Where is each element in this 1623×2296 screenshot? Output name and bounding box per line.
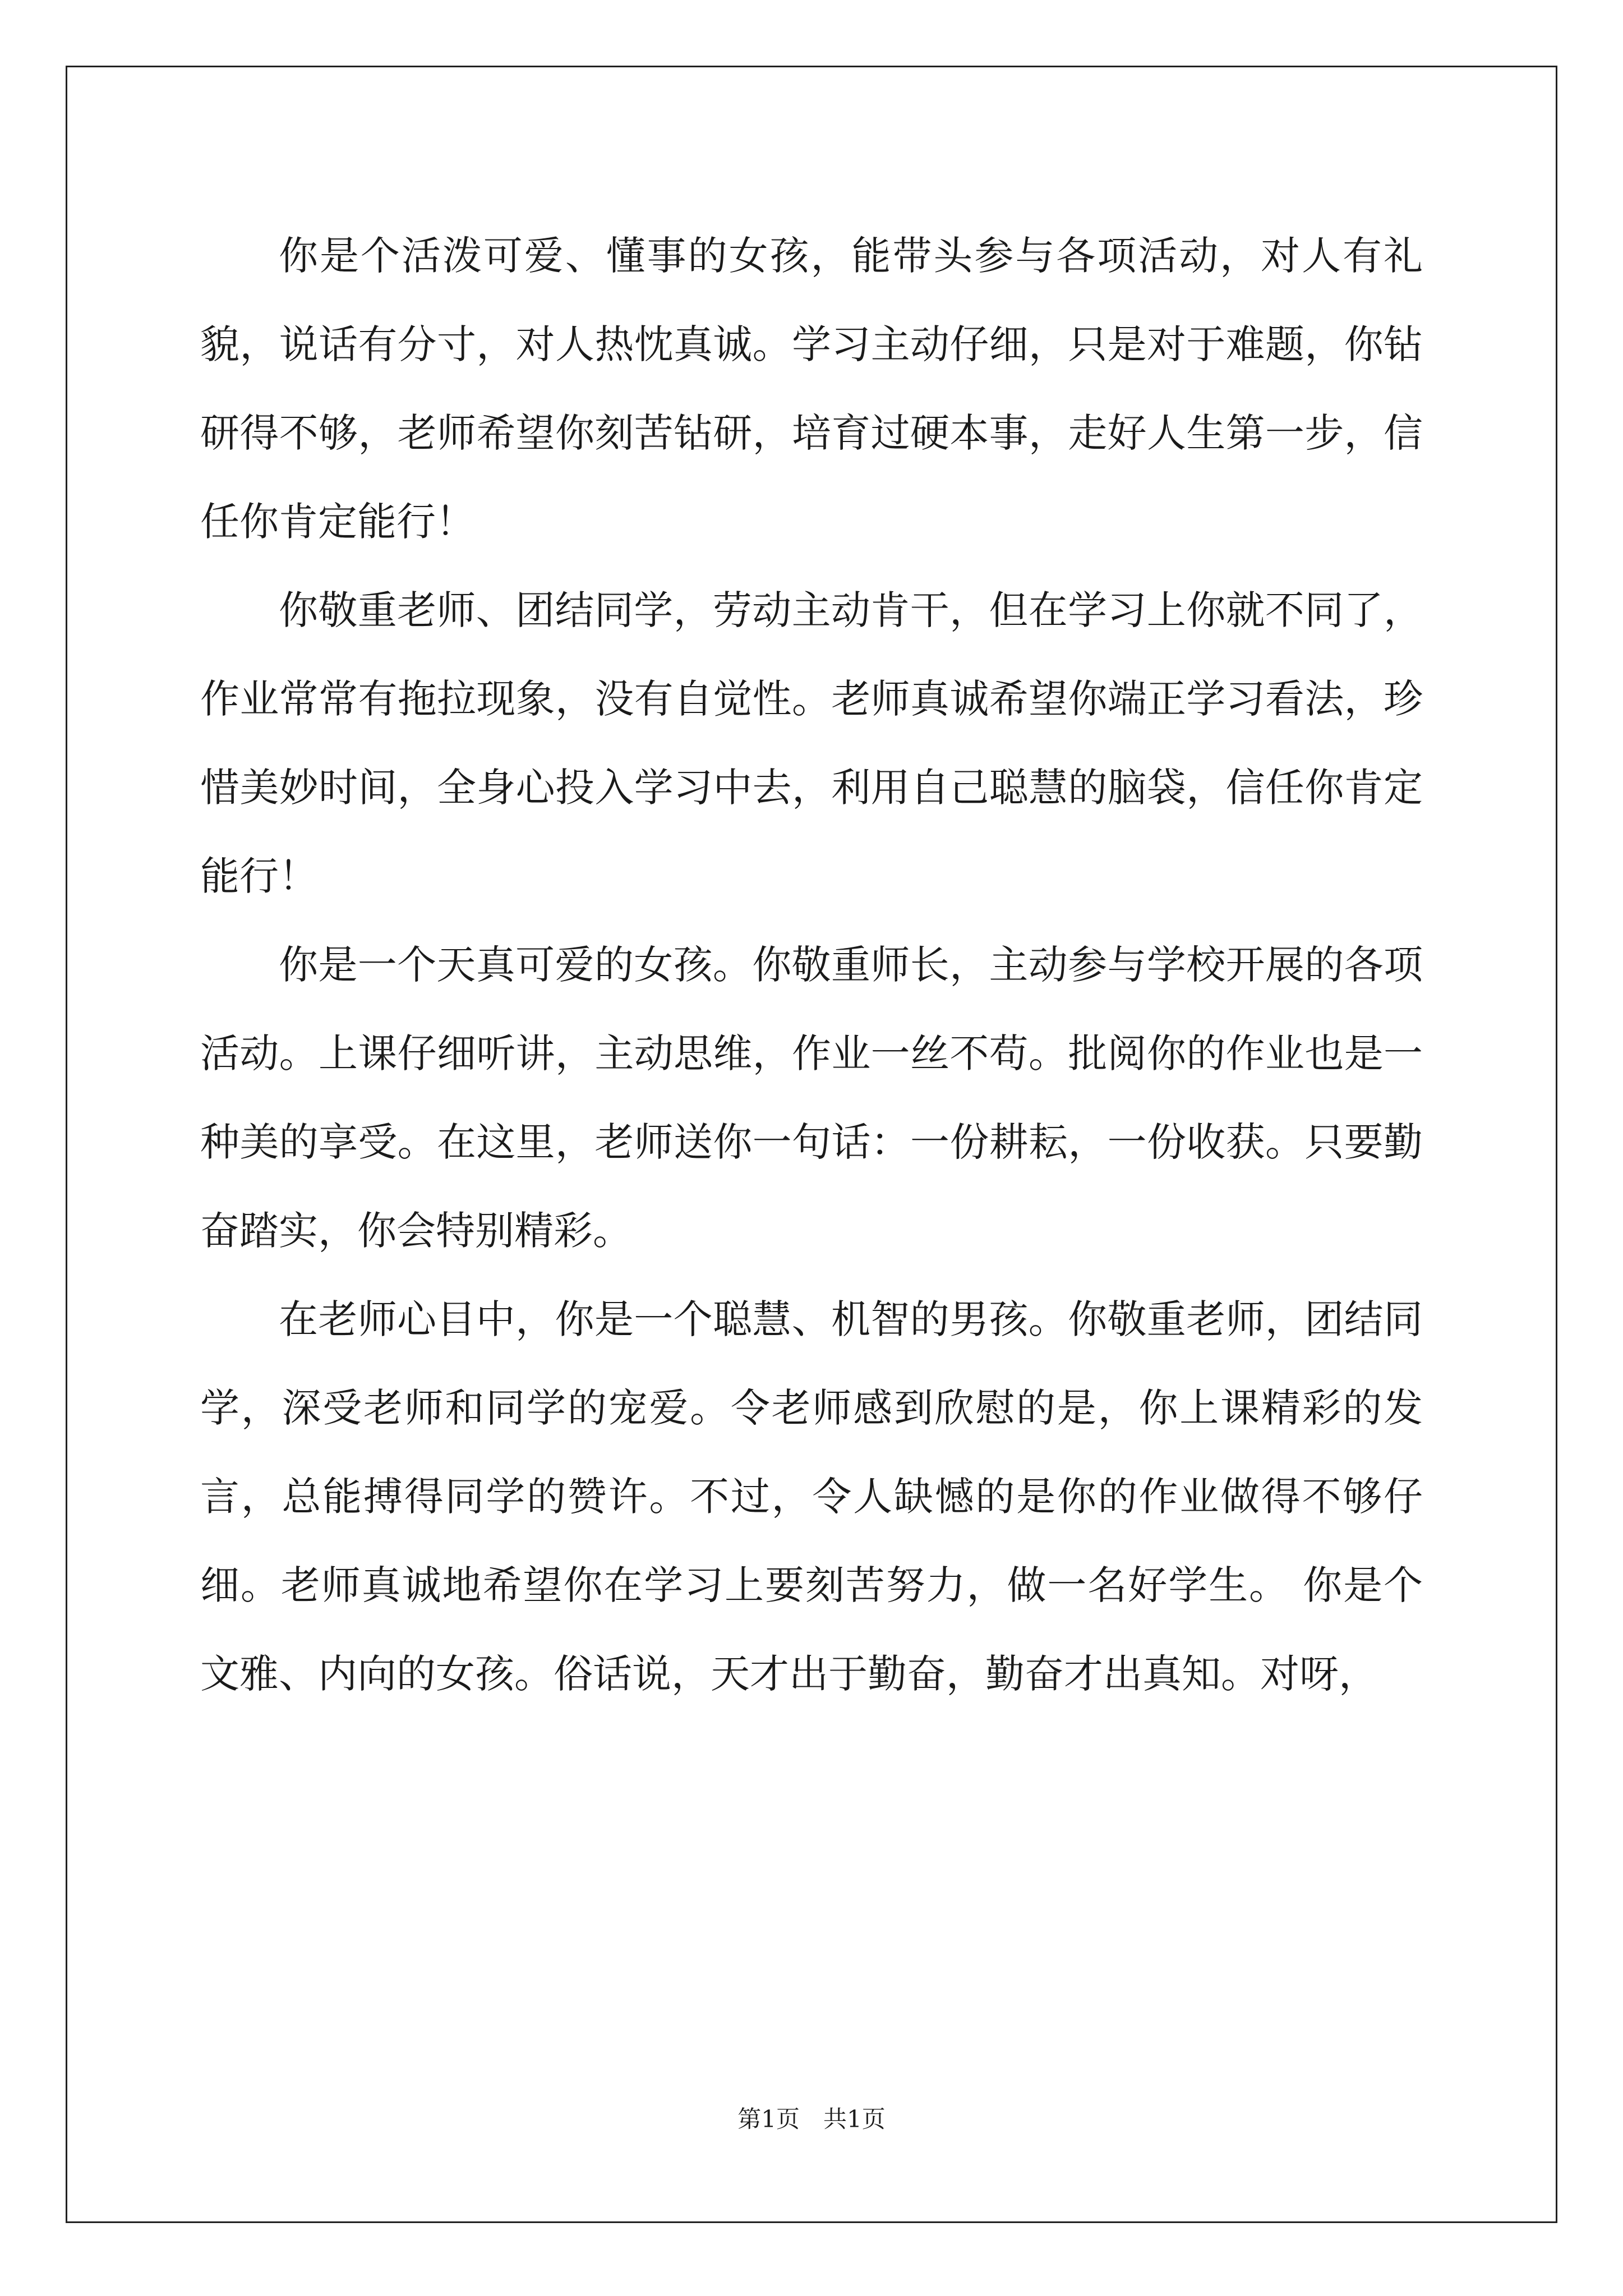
paragraph-4: 在老师心目中，你是一个聪慧、机智的男孩。你敬重老师，团结同学，深受老师和同学的宠爱。令老师感到欣慰的是，你上课精彩的发言，总能搏得同学的赞许。不过，令人缺憾的是你的作业做得不够仔细。老师真诚地希望你在学习上要刻苦努力，做一名好学生。 你是个文雅、内向的女孩。俗话说，天才出于勤奋，勤奋才出真知。对呀， [200, 1296, 1423, 1697]
document-body [200, 211, 1423, 1718]
paragraph-2: 你敬重老师、团结同学，劳动主动肯干，但在学习上你就不同了，作业常常有拖拉现象，没有自觉性。老师真诚希望你端正学习看法，珍惜美妙时间，全身心投入学习中去，利用自己聪慧的脑袋，信任你肯定能行！ [200, 587, 1423, 899]
paragraph-1: 你是个活泼可爱、懂事的女孩，能带头参与各项活动，对人有礼貌，说话有分寸，对人热忱真诚。学习主动仔细，只是对于难题，你钻研得不够，老师希望你刻苦钻研，培育过硬本事，走好人生第一步，信任你肯定能行！ [200, 233, 1423, 545]
paragraph-3: 你是一个天真可爱的女孩。你敬重师长，主动参与学校开展的各项活动。上课仔细听讲，主动思维，作业一丝不苟。批阅你的作业也是一种美的享受。在这里，老师送你一句话：一份耕耘，一份收获。只要勤奋踏实，你会特别精彩。 [200, 942, 1423, 1254]
page-footer: 第1页 共1页 [737, 2105, 886, 2133]
